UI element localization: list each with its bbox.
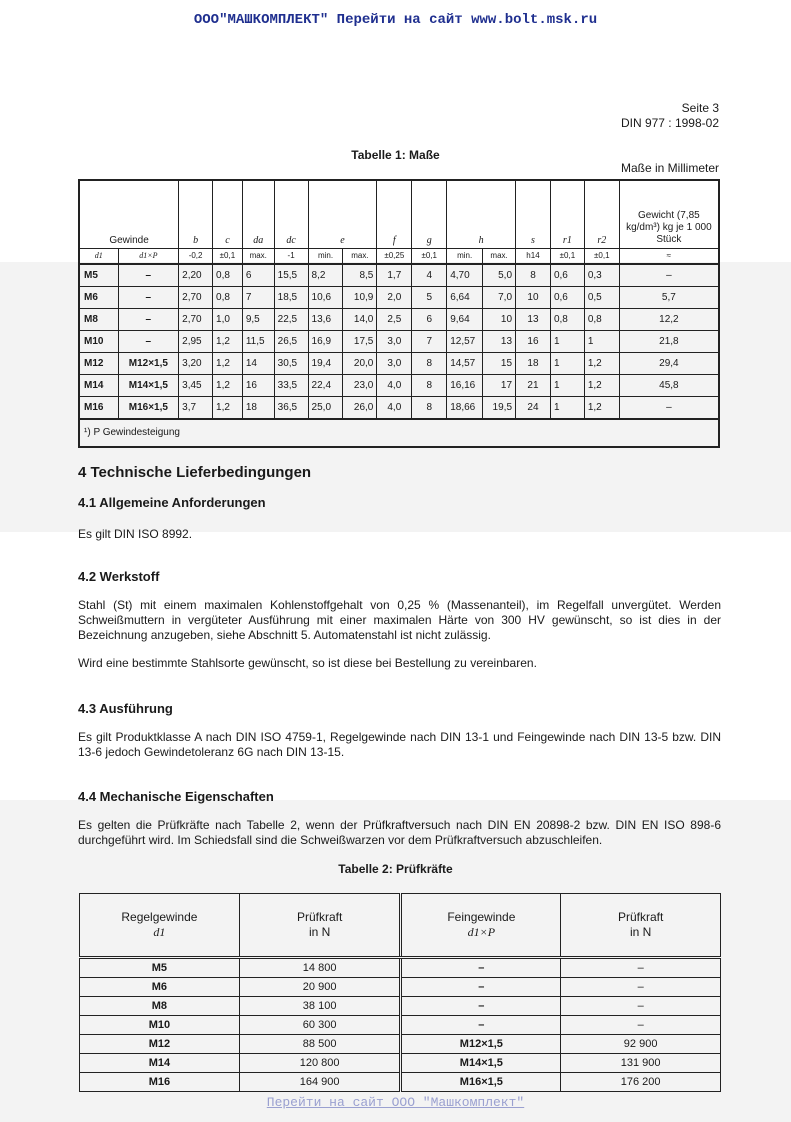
table-cell: 12,2 — [619, 308, 719, 330]
table-cell: 24 — [516, 396, 551, 419]
col-b: b — [193, 234, 199, 246]
table-cell: 5,0 — [483, 264, 516, 287]
col-g: g — [426, 234, 432, 246]
table-cell: 176 200 — [561, 1073, 721, 1092]
table-row — [80, 1073, 721, 1092]
table-row — [80, 1054, 721, 1073]
page-number: Seite 3 — [681, 101, 719, 115]
table-cell: 1,0 — [213, 308, 243, 330]
table-cell: 20 900 — [239, 978, 401, 997]
table-cell: M5 — [79, 264, 118, 287]
table-row — [80, 1035, 721, 1054]
table-cell: – — [401, 958, 561, 978]
table-cell: M16 — [79, 396, 118, 419]
table-cell: 1,2 — [213, 374, 243, 396]
table-cell: 0,5 — [584, 286, 619, 308]
table-cell: M12×1,5 — [118, 352, 179, 374]
table-cell: 17 — [483, 374, 516, 396]
col-c: c — [225, 234, 230, 246]
table-cell: 38 100 — [239, 997, 401, 1016]
table1-footnote: ¹) P Gewindesteigung — [79, 419, 719, 447]
t2-head-unit-1: in N — [308, 925, 331, 939]
table-cell: 1,7 — [377, 264, 412, 287]
table-cell: 2,5 — [377, 308, 412, 330]
table-cell: 88 500 — [239, 1035, 401, 1054]
table-cell: 16,9 — [308, 330, 343, 352]
sub-s: h14 — [516, 248, 551, 264]
table1-caption: Tabelle 1: Maße — [351, 148, 440, 162]
table-cell: 15 — [483, 352, 516, 374]
sub-da: max. — [242, 248, 274, 264]
table-cell: 10 — [516, 286, 551, 308]
table-cell: 6 — [242, 264, 274, 287]
t2-head-pruefkraft-2: Prüfkraft in N — [561, 894, 721, 958]
table-cell: 60 300 — [239, 1016, 401, 1035]
table-cell: 120 800 — [239, 1054, 401, 1073]
table-cell: 22,4 — [308, 374, 343, 396]
table-cell: 13,6 — [308, 308, 343, 330]
table-cell: M14×1,5 — [401, 1054, 561, 1073]
site-banner-link[interactable]: ООО"МАШКОМПЛЕКТ" Перейти на сайт www.bolt.msk.ru — [193, 12, 598, 28]
table-cell: M10 — [80, 1016, 240, 1035]
table-cell: 6,64 — [447, 286, 483, 308]
table-cell: M5 — [80, 958, 240, 978]
table-cell: 1,2 — [213, 352, 243, 374]
table-cell: 36,5 — [274, 396, 308, 419]
table-cell: – — [561, 997, 721, 1016]
table-cell: 16 — [516, 330, 551, 352]
col-da: da — [253, 234, 264, 246]
table-cell: – — [561, 958, 721, 978]
table-row — [79, 374, 719, 396]
table-cell: 10,9 — [343, 286, 377, 308]
proof-load-table — [79, 893, 721, 1092]
table-cell: 18 — [242, 396, 274, 419]
table-cell: 21,8 — [619, 330, 719, 352]
table-cell: 13 — [516, 308, 551, 330]
table-cell: 2,0 — [377, 286, 412, 308]
table-cell: – — [401, 997, 561, 1016]
table-cell: 2,95 — [179, 330, 213, 352]
sub-b: -0,2 — [179, 248, 213, 264]
t2-head-d1: d1 — [153, 925, 166, 939]
table-cell: 29,4 — [619, 352, 719, 374]
sub-c: ±0,1 — [213, 248, 243, 264]
table-cell: 0,8 — [213, 286, 243, 308]
table-row — [79, 352, 719, 374]
table-cell: 92 900 — [561, 1035, 721, 1054]
t2-head-pruefkraft-1: Prüfkraft in N — [239, 894, 401, 958]
table-cell: 1 — [584, 330, 619, 352]
table-cell: 9,5 — [242, 308, 274, 330]
table-cell: – — [561, 1016, 721, 1035]
table-cell: – — [118, 330, 179, 352]
table-cell: M6 — [80, 978, 240, 997]
section-4-3-para1: Es gilt Produktklasse A nach DIN ISO 4759-1, Regelgewinde nach DIN 13-1 und Feingewinde nach DIN 13-5 bzw. DIN 13-6 jedoch Gewindetoleranz 6G nach DIN 13-15. — [78, 730, 721, 759]
table-cell: – — [619, 396, 719, 419]
table-row — [79, 396, 719, 419]
table-cell: 6 — [412, 308, 447, 330]
table-cell: 164 900 — [239, 1073, 401, 1092]
table-cell: 2,20 — [179, 264, 213, 287]
page-header — [621, 101, 719, 131]
table-row — [79, 286, 719, 308]
section-4-4-para1: Es gelten die Prüfkräfte nach Tabelle 2, wenn der Prüfkraftversuch nach DIN EN 20898-2 bzw. DIN EN ISO 898-6 durchgeführt wird. Im Schiedsfall sind die Schweißwarzen vor dem Prüfkraftversuch abzuschleifen. — [78, 818, 721, 847]
table-cell: 16,16 — [447, 374, 483, 396]
table-cell: 131 900 — [561, 1054, 721, 1073]
section-4-title: 4 Technische Lieferbedingungen — [78, 464, 312, 481]
table-cell: 4,0 — [377, 396, 412, 419]
col-e: e — [340, 234, 345, 246]
col-h: h — [478, 234, 484, 246]
table-cell: 1 — [550, 352, 584, 374]
table-cell: 0,8 — [213, 264, 243, 287]
table-cell: 3,45 — [179, 374, 213, 396]
table-cell: 26,5 — [274, 330, 308, 352]
table-cell: 21 — [516, 374, 551, 396]
table-row — [79, 264, 719, 287]
table-cell: 5,7 — [619, 286, 719, 308]
table-cell: 7 — [242, 286, 274, 308]
table1-unit: Maße in Millimeter — [620, 161, 719, 175]
table-cell: 45,8 — [619, 374, 719, 396]
table-cell: 3,20 — [179, 352, 213, 374]
table-cell: 12,57 — [447, 330, 483, 352]
t2-head-d1p: d1×P — [467, 925, 496, 939]
table-cell: 10 — [483, 308, 516, 330]
section-4-3-title: 4.3 Ausführung — [78, 701, 173, 716]
section-4-2-para1: Stahl (St) mit einem maximalen Kohlenstoffgehalt von 0,25 % (Massenanteil), im Regelfall unvergütet. Werden Schweißmuttern in vergüteter Ausführung mit einer maximalen Härte von 300 HV gewünscht, so ist dies in der Bezeichnung anzugeben, siehe Abschnitt 5. Automatenstahl ist nicht zulässig. — [78, 598, 721, 642]
table-cell: 2,70 — [179, 286, 213, 308]
table-row — [80, 978, 721, 997]
col-f: f — [392, 234, 396, 246]
table-cell: 14,57 — [447, 352, 483, 374]
table-cell: 8,5 — [343, 264, 377, 287]
table-cell: 14 — [242, 352, 274, 374]
table-cell: 0,6 — [550, 264, 584, 287]
table-cell: M16×1,5 — [401, 1073, 561, 1092]
table-cell: – — [118, 286, 179, 308]
table-cell: 16 — [242, 374, 274, 396]
table-cell: 23,0 — [343, 374, 377, 396]
table-cell: 14 800 — [239, 958, 401, 978]
col-gewinde: Gewinde — [109, 234, 149, 246]
table-cell: 14,0 — [343, 308, 377, 330]
table-cell: 0,3 — [584, 264, 619, 287]
table-row — [80, 958, 721, 978]
table-cell: M14 — [80, 1054, 240, 1073]
table-cell: 1,2 — [584, 396, 619, 419]
section-4-2-para2: Wird eine bestimmte Stahlsorte gewünscht, so ist diese bei Bestellung zu vereinbaren. — [78, 656, 537, 670]
table-row — [79, 308, 719, 330]
sub-d1p: d1×P — [118, 248, 179, 264]
sub-hmax: max. — [483, 248, 516, 264]
table-cell: 7 — [412, 330, 447, 352]
table-cell: 17,5 — [343, 330, 377, 352]
table-cell: 1,2 — [584, 352, 619, 374]
table-cell: 19,5 — [483, 396, 516, 419]
table-cell: M6 — [79, 286, 118, 308]
table-cell: – — [561, 978, 721, 997]
table-cell: 9,64 — [447, 308, 483, 330]
table2-caption: Tabelle 2: Prüfkräfte — [338, 862, 453, 876]
table-cell: 1 — [550, 374, 584, 396]
table-cell: 1,2 — [213, 396, 243, 419]
table-cell: 22,5 — [274, 308, 308, 330]
table-cell: 11,5 — [242, 330, 274, 352]
table-cell: 4,70 — [447, 264, 483, 287]
table-cell: 13 — [483, 330, 516, 352]
table-cell: M12 — [79, 352, 118, 374]
sub-d1: d1 — [79, 248, 118, 264]
table-cell: 0,8 — [584, 308, 619, 330]
table-cell: 18,5 — [274, 286, 308, 308]
table-cell: 1 — [550, 396, 584, 419]
table-cell: M10 — [79, 330, 118, 352]
table-cell: M12 — [80, 1035, 240, 1054]
table-cell: 3,0 — [377, 330, 412, 352]
table-cell: M14 — [79, 374, 118, 396]
sub-g: ±0,1 — [412, 248, 447, 264]
table-cell: – — [619, 264, 719, 287]
table-cell: 33,5 — [274, 374, 308, 396]
table-cell: – — [118, 308, 179, 330]
col-r1: r1 — [562, 234, 572, 246]
table-cell: 25,0 — [308, 396, 343, 419]
table-cell: 7,0 — [483, 286, 516, 308]
sub-hmin: min. — [447, 248, 483, 264]
table-cell: 3,7 — [179, 396, 213, 419]
table-cell: 2,70 — [179, 308, 213, 330]
table-cell: 18,66 — [447, 396, 483, 419]
table-cell: M8 — [80, 997, 240, 1016]
table-cell: 15,5 — [274, 264, 308, 287]
table-cell: 30,5 — [274, 352, 308, 374]
table-cell: M14×1,5 — [118, 374, 179, 396]
table-cell: – — [401, 978, 561, 997]
table-cell: 1,2 — [213, 330, 243, 352]
table-cell: 19,4 — [308, 352, 343, 374]
table-cell: 8,2 — [308, 264, 343, 287]
sub-emin: min. — [308, 248, 343, 264]
table-cell: 0,6 — [550, 286, 584, 308]
table-cell: 8 — [412, 396, 447, 419]
table-row — [80, 997, 721, 1016]
sub-dc: -1 — [274, 248, 308, 264]
section-4-1-title: 4.1 Allgemeine Anforderungen — [78, 495, 266, 510]
table-cell: 4,0 — [377, 374, 412, 396]
table-cell: 1 — [550, 330, 584, 352]
doc-id: DIN 977 : 1998-02 — [620, 116, 719, 130]
table-cell: 4 — [412, 264, 447, 287]
table-cell: 3,0 — [377, 352, 412, 374]
sub-r1: ±0,1 — [550, 248, 584, 264]
section-4-1-text: Es gilt DIN ISO 8992. — [78, 527, 193, 541]
table-cell: 10,6 — [308, 286, 343, 308]
table-cell: – — [401, 1016, 561, 1035]
table-cell: 20,0 — [343, 352, 377, 374]
sub-emax: max. — [343, 248, 377, 264]
table-row — [80, 1016, 721, 1035]
table-cell: M16×1,5 — [118, 396, 179, 419]
table-cell: – — [118, 264, 179, 287]
table-cell: 8 — [516, 264, 551, 287]
dimensions-table — [78, 179, 720, 448]
sub-weight: ≈ — [619, 248, 719, 264]
table-cell: M12×1,5 — [401, 1035, 561, 1054]
table-cell: 8 — [412, 374, 447, 396]
table-cell: 5 — [412, 286, 447, 308]
table-cell: 18 — [516, 352, 551, 374]
table-cell: 1,2 — [584, 374, 619, 396]
col-r2: r2 — [597, 234, 607, 246]
table-cell: 0,8 — [550, 308, 584, 330]
t2-head-regelgewinde: Regelgewinde d1 — [80, 894, 240, 958]
section-4-2-title: 4.2 Werkstoff — [78, 569, 160, 584]
t2-head-feingewinde: Feingewinde d1×P — [401, 894, 561, 958]
footer-site-link[interactable]: Перейти на сайт ООО "Машкомплект" — [266, 1095, 525, 1110]
table-row — [79, 330, 719, 352]
sub-f: ±0,25 — [377, 248, 412, 264]
sub-r2: ±0,1 — [584, 248, 619, 264]
section-4-4-title: 4.4 Mechanische Eigenschaften — [78, 789, 274, 804]
table-cell: M8 — [79, 308, 118, 330]
col-dc: dc — [286, 234, 296, 246]
table-cell: 8 — [412, 352, 447, 374]
col-s: s — [531, 234, 535, 246]
table-cell: M16 — [80, 1073, 240, 1092]
table-cell: 26,0 — [343, 396, 377, 419]
col-weight: Gewicht (7,85 kg/dm³) kg je 1 000 Stück — [626, 209, 712, 245]
t2-head-unit-2: in N — [629, 925, 652, 939]
